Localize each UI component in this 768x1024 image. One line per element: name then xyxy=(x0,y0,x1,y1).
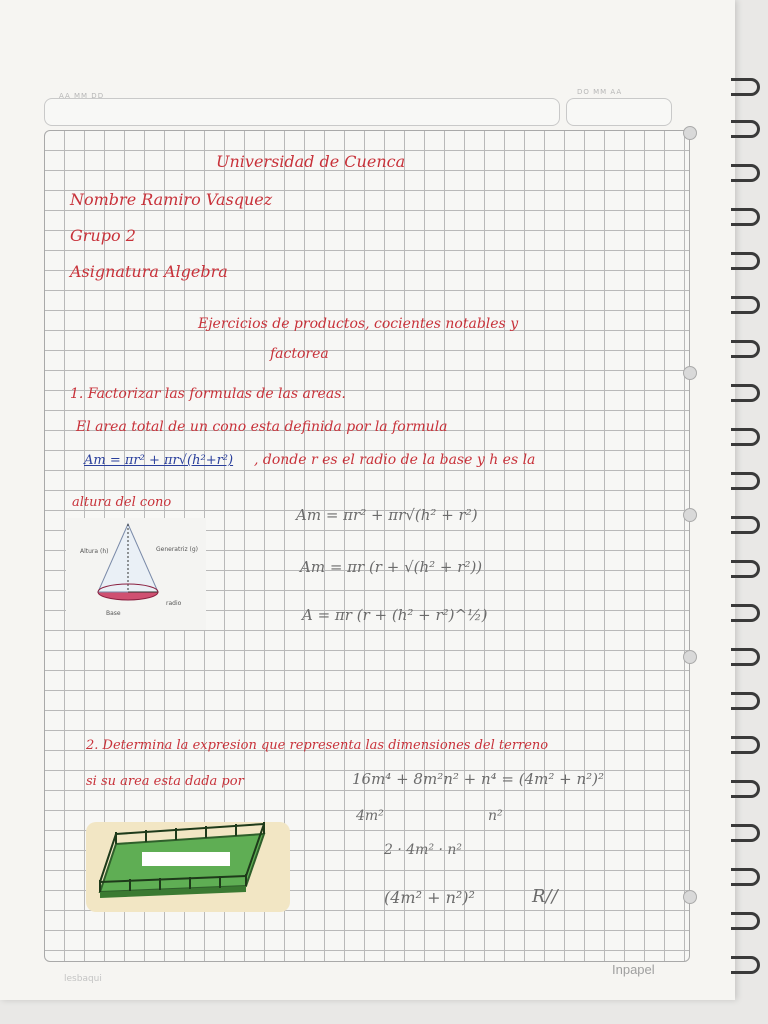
q1-text-line-1: El area total de un cono esta definida por la formula xyxy=(76,419,448,435)
q2-text-line-2: si su area esta dada por xyxy=(86,774,244,789)
spiral-ring xyxy=(731,472,760,490)
q2-work-double-product: 2 · 4m² · n² xyxy=(384,842,463,858)
cone-drawing xyxy=(66,518,206,630)
q2-work-n2: n² xyxy=(488,808,503,824)
cone-diagram xyxy=(66,518,206,630)
label-base: Base xyxy=(106,610,121,617)
spiral-ring xyxy=(731,780,760,798)
spiral-ring xyxy=(731,912,760,930)
date-field-labels: DO MM AA xyxy=(577,88,623,96)
label-generatriz: Generatriz (g) xyxy=(156,546,199,553)
spiral-ring xyxy=(731,868,760,886)
spiral-ring xyxy=(731,120,760,138)
binder-hole xyxy=(683,650,697,664)
subject-line: Asignatura Algebra xyxy=(70,262,228,281)
spiral-ring xyxy=(731,648,760,666)
exercise-title-line-2: factorea xyxy=(270,346,329,362)
page-title: Universidad de Cuenca xyxy=(216,152,406,171)
q1-text-line-2: , donde r es el radio de la base y h es la xyxy=(254,452,536,468)
spiral-ring xyxy=(731,736,760,754)
spiral-ring xyxy=(731,956,760,974)
spiral-ring xyxy=(731,824,760,842)
fenced-lawn-drawing xyxy=(86,822,290,912)
label-altura: Altura (h) xyxy=(80,548,109,555)
spiral-ring xyxy=(731,252,760,270)
q2-expression: 16m⁴ + 8m²n² + n⁴ = (4m² + n²)² xyxy=(352,770,605,788)
spiral-ring xyxy=(731,164,760,182)
q1-title: 1. Factorizar las formulas de las areas. xyxy=(70,386,346,402)
q2-work-4m2: 4m² xyxy=(356,808,384,824)
group-line: Grupo 2 xyxy=(70,226,136,245)
binder-hole xyxy=(683,366,697,380)
brand-logo: Inpapel xyxy=(612,962,655,977)
spiral-ring xyxy=(731,384,760,402)
spiral-ring xyxy=(731,692,760,710)
binder-hole xyxy=(683,126,697,140)
q2-answer: (4m² + n²)² xyxy=(384,888,475,907)
exercise-title-line-1: Ejercicios de productos, cocientes notables y xyxy=(198,316,519,332)
spiral-ring xyxy=(731,428,760,446)
header-field-labels: AA MM DD xyxy=(59,92,105,100)
binder-hole xyxy=(683,508,697,522)
spiral-ring xyxy=(731,604,760,622)
spiral-ring xyxy=(731,560,760,578)
terrain-image xyxy=(86,822,290,912)
student-name: Nombre Ramiro Vasquez xyxy=(70,190,273,209)
spiral-ring xyxy=(731,296,760,314)
date-box xyxy=(566,88,672,126)
spiral-ring xyxy=(731,78,760,96)
q1-formula: Aт = πr² + πr√(h²+r²) xyxy=(84,453,234,468)
q2-answer-tag: R// xyxy=(532,886,558,907)
q1-text-line-3: altura del cono xyxy=(72,495,172,510)
spiral-ring xyxy=(731,516,760,534)
footer-mark: lesbaqui xyxy=(64,974,102,984)
q1-step-1: Aт = πr² + πr√(h² + r²) xyxy=(296,506,478,524)
q1-step-3: A = πr (r + (h² + r²)^½) xyxy=(302,606,488,624)
spiral-ring xyxy=(731,340,760,358)
header-field-bar xyxy=(44,92,560,126)
label-radio: radio xyxy=(166,600,182,607)
spiral-ring xyxy=(731,208,760,226)
q1-step-2: Aт = πr (r + √(h² + r²)) xyxy=(300,558,483,576)
q2-text-line-1: 2. Determina la expresion que representa las dimensiones del terreno xyxy=(86,738,549,753)
binder-hole xyxy=(683,890,697,904)
